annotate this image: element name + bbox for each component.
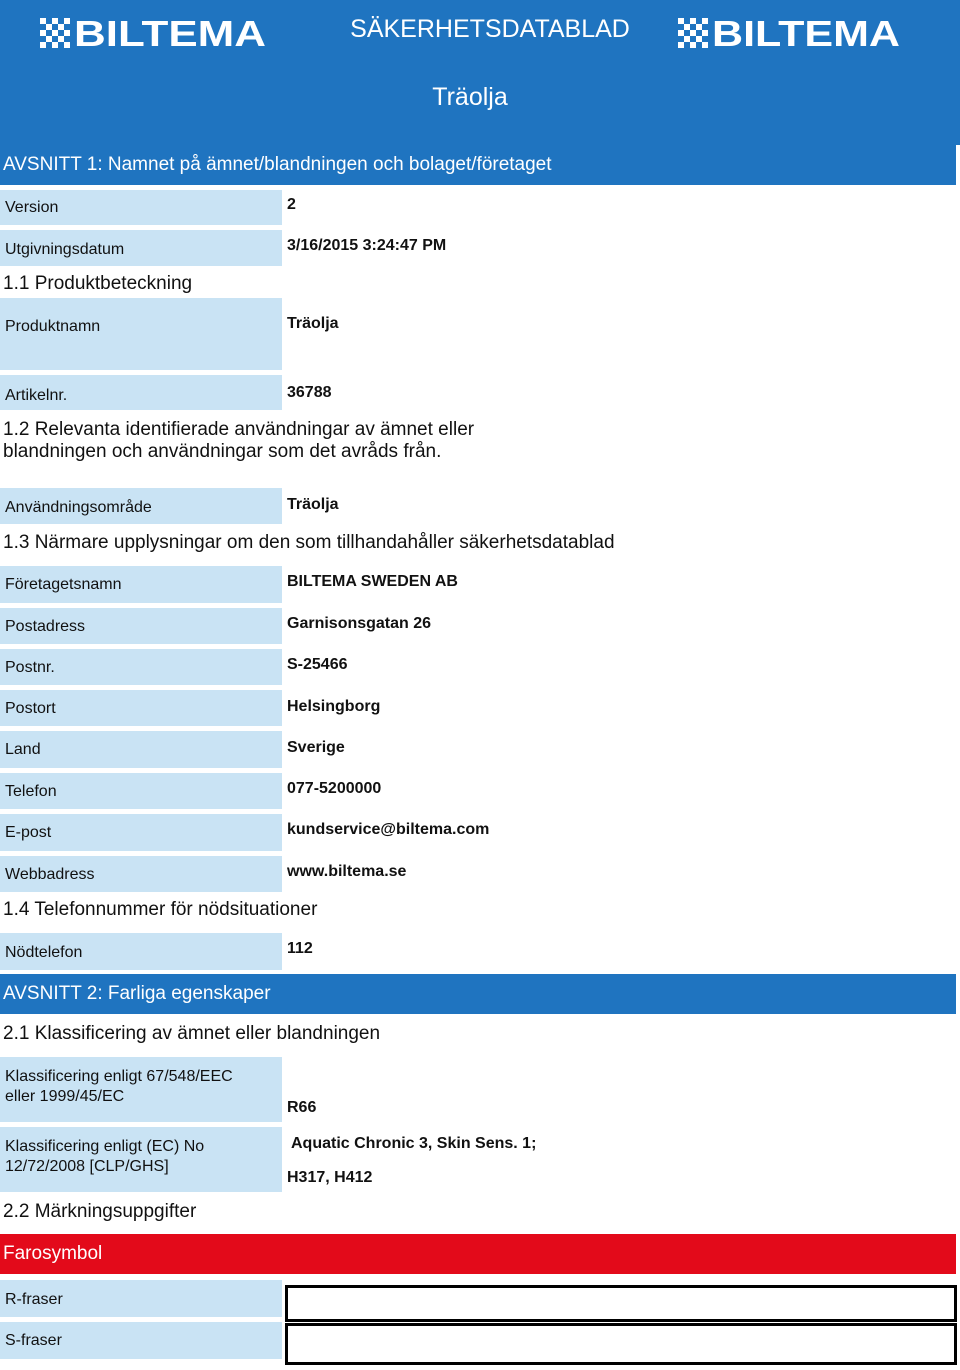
subheading-2-2: 2.2 Märkningsuppgifter xyxy=(3,1201,197,1222)
postal-address-label: Postadress xyxy=(0,608,282,644)
website-label: Webbadress xyxy=(0,856,282,892)
version-value: 2 xyxy=(287,196,296,213)
product-name-label: Produktnamn xyxy=(0,298,282,370)
r-phrases-label: R-fraser xyxy=(0,1280,282,1317)
classification-clp-label: Klassificering enligt (EC) No 12/72/2008 [CLP/GHS] xyxy=(0,1127,282,1192)
biltema-logo-left xyxy=(40,16,266,48)
date-value: 3/16/2015 3:24:47 PM xyxy=(287,237,447,254)
country-label: Land xyxy=(0,731,282,768)
city-label: Postort xyxy=(0,690,282,726)
product-title: Träolja xyxy=(432,83,508,111)
svg-text:BILTEMA: BILTEMA xyxy=(74,16,266,48)
subheading-2-1: 2.1 Klassificering av ämnet eller blandningen xyxy=(3,1023,381,1044)
subheading-1-1: 1.1 Produktbeteckning xyxy=(3,273,193,294)
postal-address-value: Garnisonsgatan 26 xyxy=(287,615,432,632)
use-area-label: Användningsområde xyxy=(0,488,282,524)
version-label: Version xyxy=(0,190,282,225)
country-value: Sverige xyxy=(287,739,345,756)
emergency-phone-label: Nödtelefon xyxy=(0,933,282,970)
company-name-value: BILTEMA SWEDEN AB xyxy=(287,573,458,590)
s-phrases-label: S-fraser xyxy=(0,1322,282,1359)
emergency-phone-value: 112 xyxy=(287,940,313,957)
classification-clp-value-line1: Aquatic Chronic 3, Skin Sens. 1; xyxy=(291,1135,537,1152)
classification-eec-value: R66 xyxy=(287,1099,317,1116)
subheading-1-4: 1.4 Telefonnummer för nödsituationer xyxy=(3,899,318,920)
company-name-label: Företagetsnamn xyxy=(0,566,282,603)
classification-clp-value-line2: H317, H412 xyxy=(287,1169,373,1186)
postal-code-value: S-25466 xyxy=(287,656,348,673)
product-name-value: Träolja xyxy=(287,315,339,332)
hazard-symbol-bar: Farosymbol xyxy=(0,1234,956,1274)
classification-eec-label: Klassificering enligt 67/548/EEC eller 1999/45/EC xyxy=(0,1057,282,1122)
email-value: kundservice@biltema.com xyxy=(287,821,490,838)
r-phrases-box xyxy=(285,1285,957,1322)
article-label: Artikelnr. xyxy=(0,375,282,410)
subheading-1-3: 1.3 Närmare upplysningar om den som tillhandahåller säkerhetsdatablad xyxy=(3,532,615,553)
subheading-1-2: 1.2 Relevanta identifierade användningar av ämnet eller blandningen och användningar som det avråds från. xyxy=(3,419,475,462)
section2-title: AVSNITT 2: Farliga egenskaper xyxy=(0,974,956,1014)
phone-value: 077-5200000 xyxy=(287,780,382,797)
svg-text:BILTEMA: BILTEMA xyxy=(712,16,900,48)
website-value: www.biltema.se xyxy=(287,863,407,880)
email-label: E-post xyxy=(0,814,282,851)
article-value: 36788 xyxy=(287,384,332,401)
phone-label: Telefon xyxy=(0,773,282,809)
s-phrases-box xyxy=(285,1323,957,1365)
city-value: Helsingborg xyxy=(287,698,381,715)
use-area-value: Träolja xyxy=(287,496,339,513)
date-label: Utgivningsdatum xyxy=(0,230,282,266)
header-banner xyxy=(0,0,960,145)
biltema-logo-right xyxy=(678,16,900,48)
section1-title: AVSNITT 1: Namnet på ämnet/blandningen och bolaget/företaget xyxy=(0,145,956,185)
document-title: SÄKERHETSDATABLAD xyxy=(350,15,630,43)
postal-code-label: Postnr. xyxy=(0,649,282,685)
